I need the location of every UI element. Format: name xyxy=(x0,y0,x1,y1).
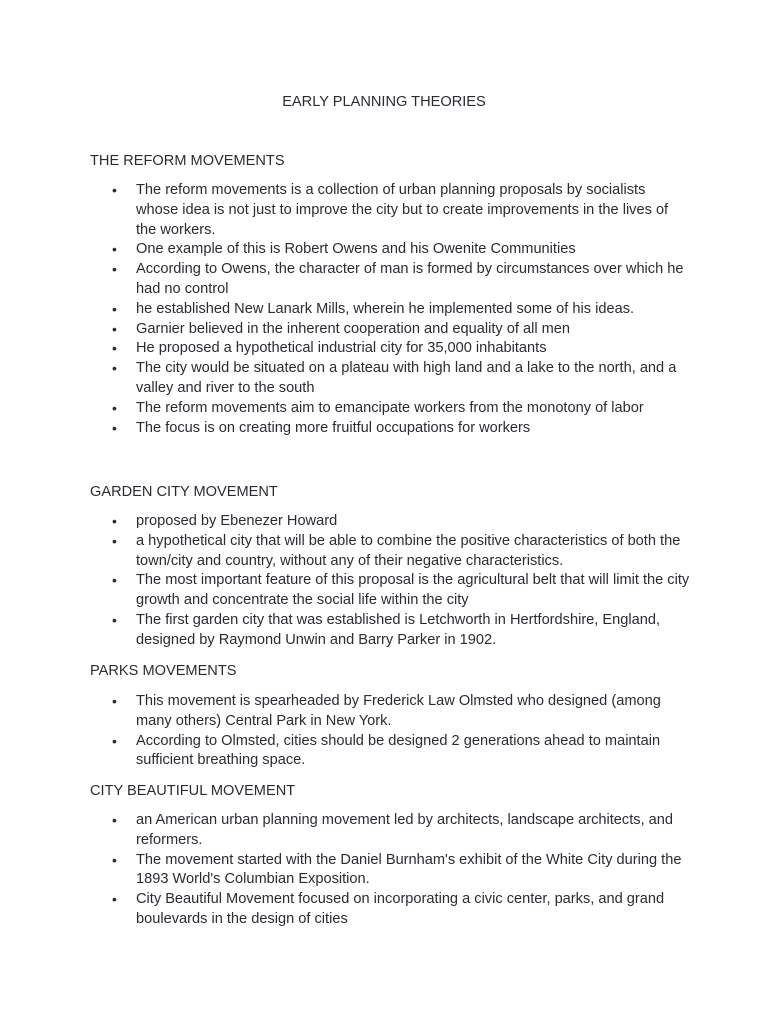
list-item: • According to Owens, the character of man is formed by circumstances over which he had no control xyxy=(90,260,690,300)
list-item: • The reform movements aim to emancipate workers from the monotony of labor xyxy=(90,399,690,419)
list-item: • Garnier believed in the inherent cooperation and equality of all men xyxy=(90,320,690,340)
list-item: • The most important feature of this proposal is the agricultural belt that will limit the city growth and concentrate the social life within the city xyxy=(90,571,690,611)
parks-bullet-list xyxy=(90,692,690,771)
list-item: • He proposed a hypothetical industrial city for 35,000 inhabitants xyxy=(90,339,690,359)
city-beautiful-bullet-list xyxy=(90,811,690,930)
list-item: • a hypothetical city that will be able to combine the positive characteristics of both the town/city and country, without any of their negative characteristics. xyxy=(90,532,690,572)
document-title: EARLY PLANNING THEORIES xyxy=(282,94,486,110)
list-item: • The first garden city that was established is Letchworth in Hertfordshire, England, designed by Raymond Unwin and Barry Parker in 1902. xyxy=(90,611,690,651)
section-heading-garden-city: GARDEN CITY MOVEMENT xyxy=(90,484,278,500)
section-heading-parks: PARKS MOVEMENTS xyxy=(90,663,237,679)
list-item: • This movement is spearheaded by Frederick Law Olmsted who designed (among many others) Central Park in New York. xyxy=(90,692,690,732)
list-item: • One example of this is Robert Owens and his Owenite Communities xyxy=(90,240,690,260)
list-item: • he established New Lanark Mills, wherein he implemented some of his ideas. xyxy=(90,300,690,320)
list-item: • The reform movements is a collection of urban planning proposals by socialists whose idea is not just to improve the city but to create improvements in the lives of the workers. xyxy=(90,181,690,240)
list-item: • proposed by Ebenezer Howard xyxy=(90,512,690,532)
section-heading-city-beautiful: CITY BEAUTIFUL MOVEMENT xyxy=(90,783,296,799)
list-item: • According to Olmsted, cities should be designed 2 generations ahead to maintain sufficient breathing space. xyxy=(90,732,690,772)
list-item: • an American urban planning movement led by architects, landscape architects, and reformers. xyxy=(90,811,690,851)
list-item: • The city would be situated on a plateau with high land and a lake to the north, and a valley and river to the south xyxy=(90,359,690,399)
list-item: • The movement started with the Daniel Burnham's exhibit of the White City during the 1893 World's Columbian Exposition. xyxy=(90,851,690,891)
garden-city-bullet-list xyxy=(90,512,690,651)
section-heading-reform: THE REFORM MOVEMENTS xyxy=(90,153,285,169)
list-item: • The focus is on creating more fruitful occupations for workers xyxy=(90,419,690,439)
reform-bullet-list xyxy=(90,181,690,438)
list-item: • City Beautiful Movement focused on incorporating a civic center, parks, and grand boulevards in the design of cities xyxy=(90,890,690,930)
